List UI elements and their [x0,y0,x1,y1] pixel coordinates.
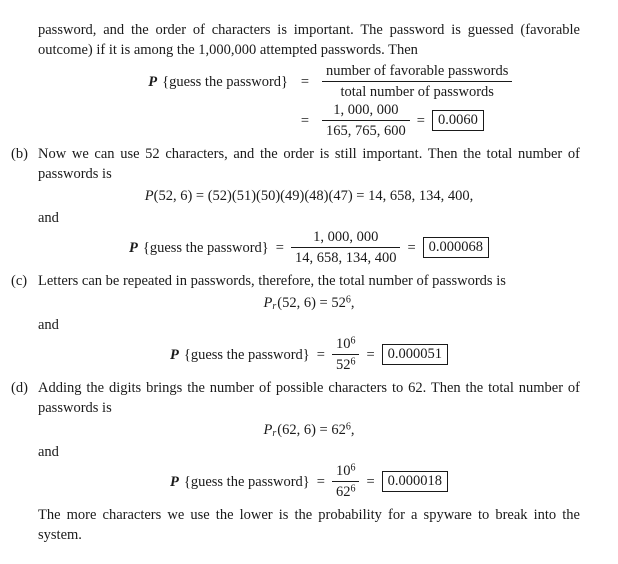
equals-sign: = [316,473,325,490]
trailing-comma: , [350,422,355,438]
permutation-expression: (52, 6) = (52)(51)(50)(49)(48)(47) = 14, 658, 134, 400, [153,188,474,204]
item-d-text: Adding the digits brings the number of possible characters to 62. Then the total number of passwords is [38,380,580,416]
fraction-denominator: 165, 765, 600 [322,120,410,140]
equation-rhs-1 [322,62,512,101]
base: 10 [335,336,351,352]
exponent: 6 [350,462,356,474]
equals-sign: = [416,112,425,129]
guess-password-label: {guess the password} [142,239,269,256]
base: 52 [335,357,351,373]
subscript-r: r [272,428,277,439]
number-fraction [322,101,410,140]
math-P-symbol: P [148,73,158,90]
permutation-equation-b [38,186,580,206]
and-connector: and [38,210,59,226]
and-connector: and [38,317,59,333]
boxed-result: 0.000051 [382,344,448,365]
equals-sign: = [316,346,325,363]
guess-password-label: {guess the password} [162,73,288,90]
exponent: 6 [345,294,351,306]
guess-password-label: {guess the password} [183,473,310,490]
number-fraction [291,228,401,267]
boxed-result: 0.000068 [423,237,489,258]
guess-password-label: {guess the password} [183,346,310,363]
exponent: 6 [350,356,356,368]
equation-row-1 [38,62,580,101]
math-P-symbol: P [170,346,179,363]
item-c [11,271,580,291]
item-b-label: (b) [11,146,28,162]
fraction-denominator: 14, 658, 134, 400 [291,247,401,267]
and-connector: and [38,444,59,460]
boxed-result: 0.0060 [432,110,484,131]
fraction-numerator: number of favorable passwords [326,63,509,79]
equals-sign: = [366,346,375,363]
subscript-r: r [272,301,277,312]
guess-equation-c [38,335,580,374]
fraction-denominator [332,481,360,501]
main-probability-equation [38,62,580,140]
equation-lhs [38,72,288,92]
math-P-symbol: P [263,422,273,438]
item-b-text: Now we can use 52 characters, and the order is still important. Then the total number of passwords is [38,146,580,182]
exponent: 6 [345,421,351,433]
exponent: 6 [350,335,356,347]
intro-paragraph: password, and the order of characters is important. The password is guessed (favorable outcome) if it is among the 1,000,000 attempted passwords. Then [38,22,580,58]
permutation-expression: (62, 6) = 62 [277,422,346,438]
equals-sign: = [300,112,310,129]
base: 10 [335,463,351,479]
equals-sign: = [275,239,284,256]
word-fraction [322,62,512,101]
guess-equation-b [38,228,580,267]
item-c-label: (c) [11,273,28,289]
math-P-symbol: P [144,188,154,204]
fraction-denominator: total number of passwords [322,81,512,101]
power-fraction [332,335,360,374]
closing-paragraph: The more characters we use the lower is the probability for a spyware to break into the system. [38,507,580,543]
permutation-equation-c [38,293,580,313]
permutation-equation-d [38,420,580,440]
equation-rhs-2 [322,101,484,140]
item-c-text: Letters can be repeated in passwords, therefore, the total number of passwords is [38,273,506,289]
equation-row-2 [38,101,580,140]
fraction-denominator [332,354,360,374]
page-content [11,20,580,545]
equals-sign: = [300,73,310,90]
base: 62 [335,484,351,500]
fraction-numerator: 1, 000, 000 [333,102,399,118]
trailing-comma: , [350,295,355,311]
permutation-expression: (52, 6) = 52 [277,295,346,311]
boxed-result: 0.000018 [382,471,448,492]
fraction-numerator: 1, 000, 000 [313,229,379,245]
equals-sign: = [407,239,416,256]
math-P-symbol: P [263,295,273,311]
power-fraction [332,462,360,501]
exponent: 6 [350,483,356,495]
item-b [11,144,580,184]
item-d-label: (d) [11,380,28,396]
fraction-numerator [332,462,360,481]
guess-equation-d [38,462,580,501]
fraction-numerator [332,335,360,354]
math-P-symbol: P [129,239,138,256]
item-d [11,378,580,418]
math-P-symbol: P [170,473,179,490]
equals-sign: = [366,473,375,490]
